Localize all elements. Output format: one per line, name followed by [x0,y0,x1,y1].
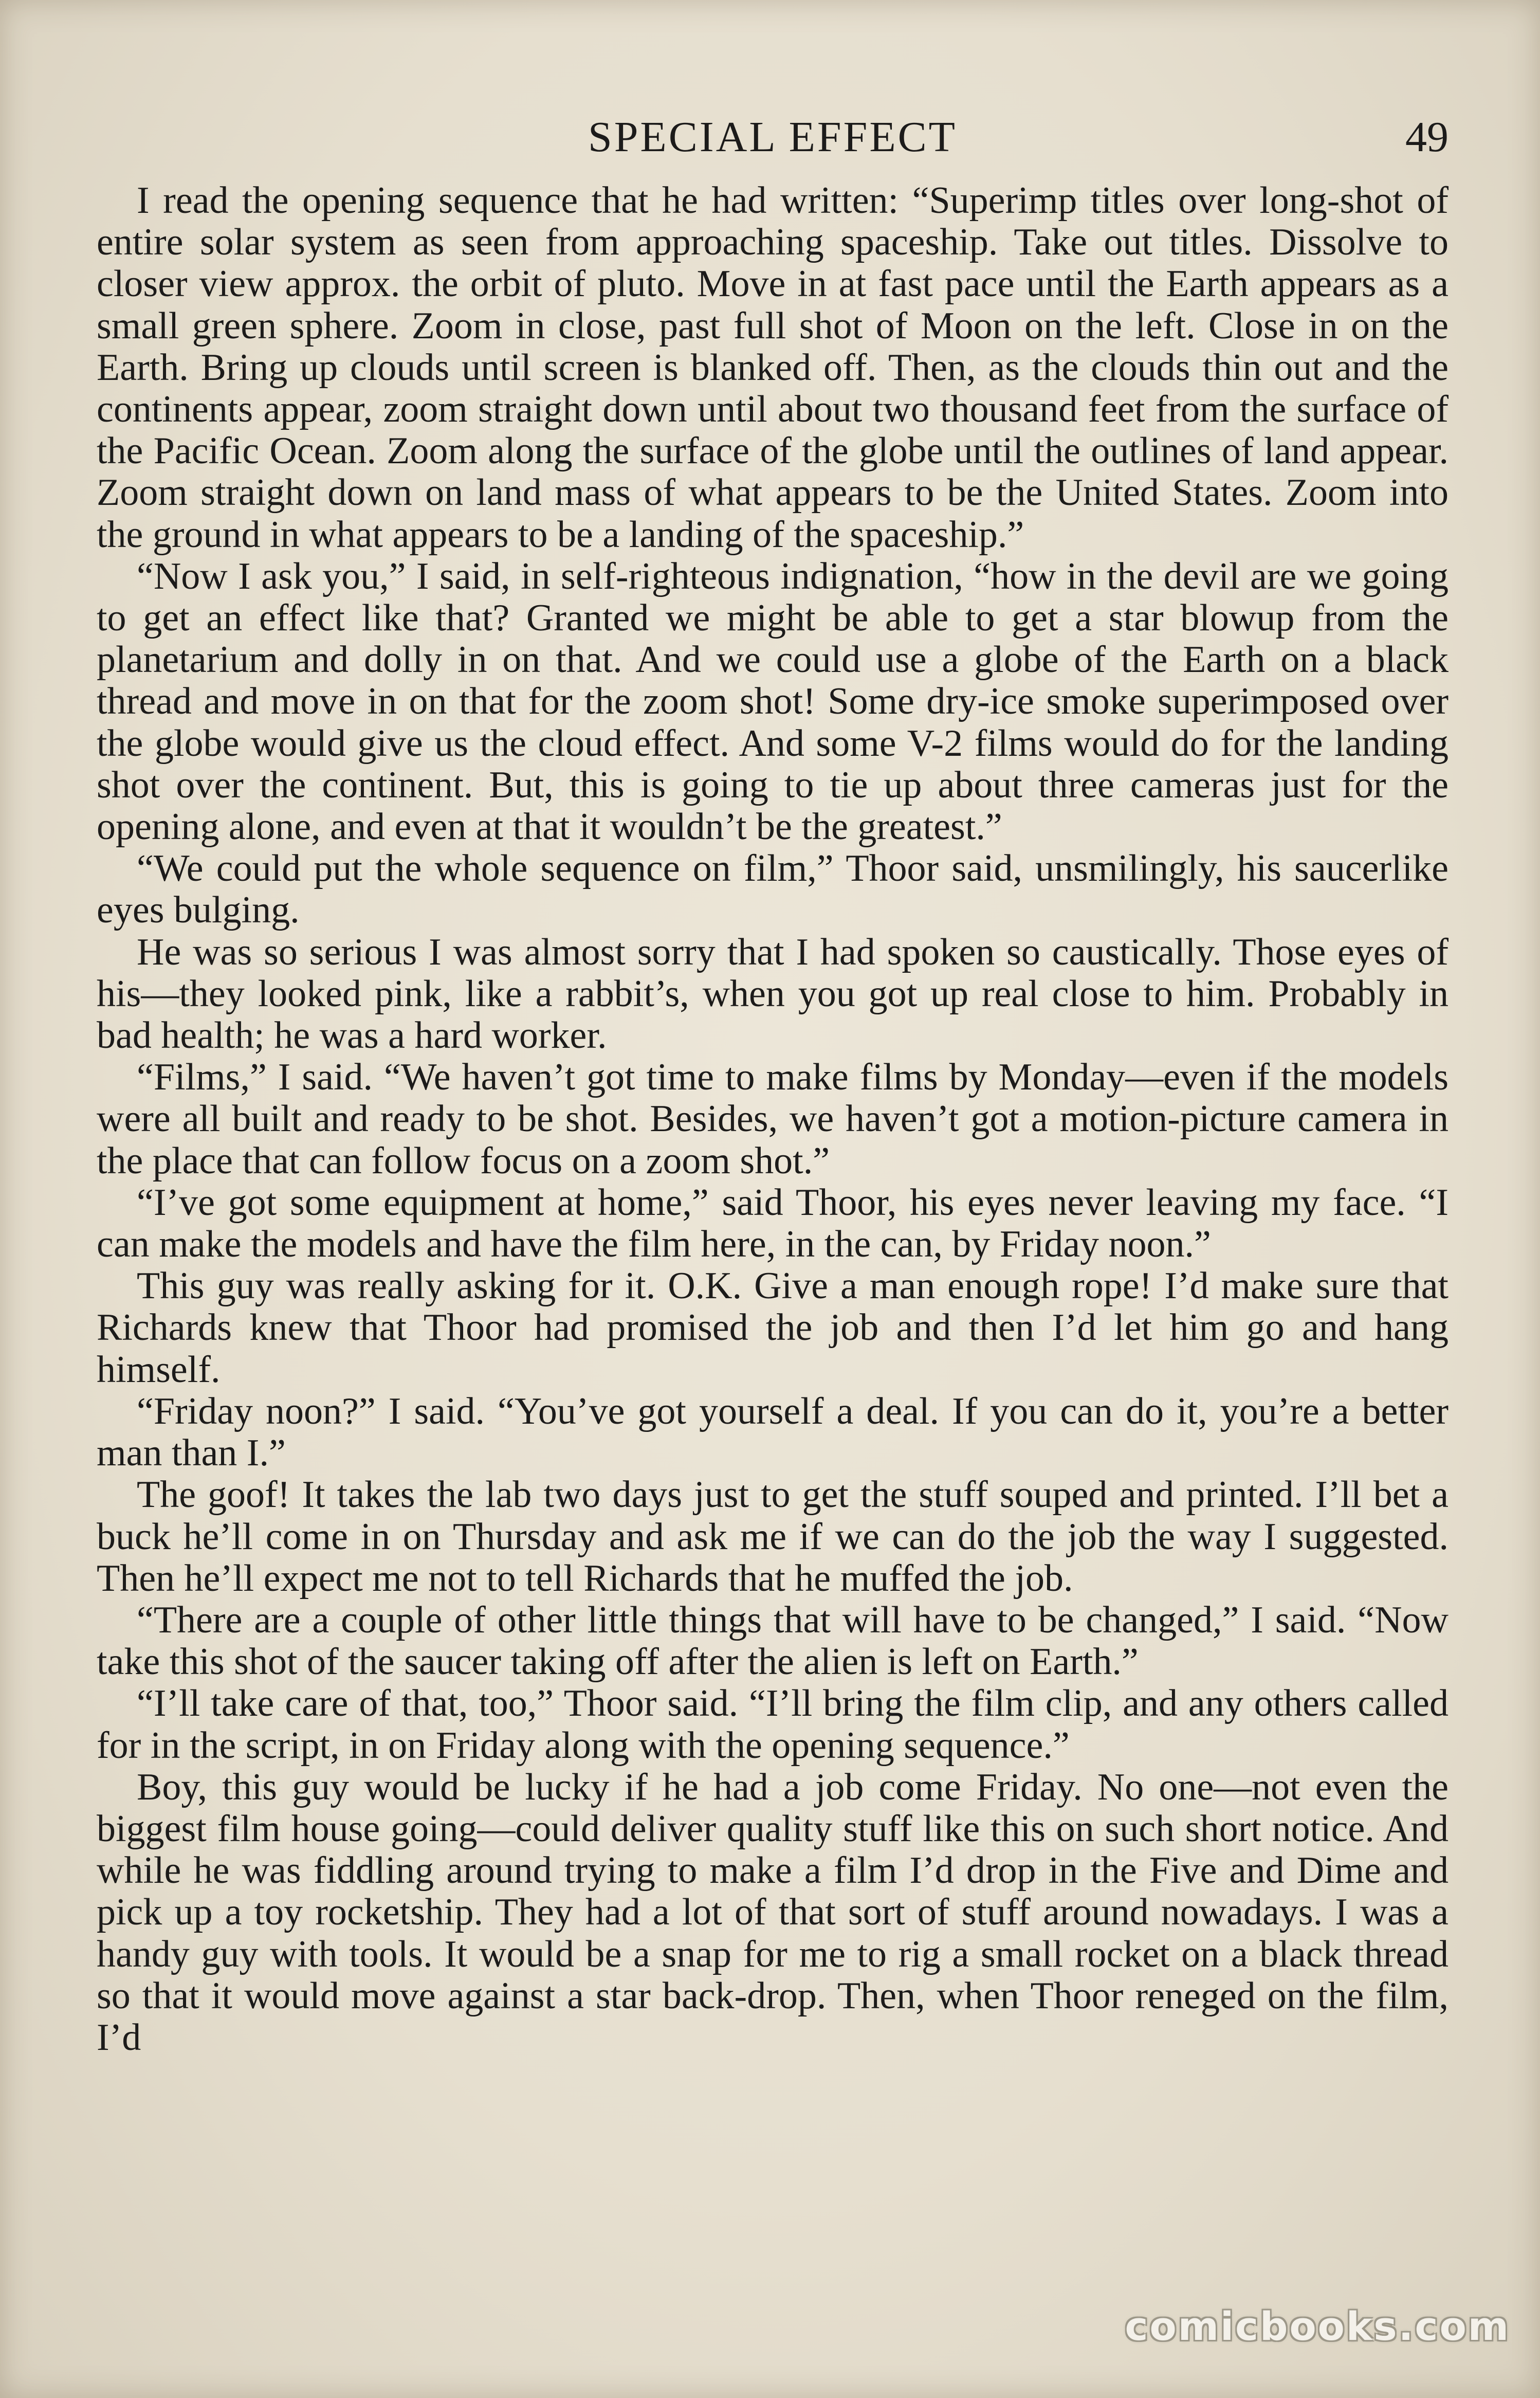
body-text [97,180,1449,2059]
paragraph: “We could put the whole sequence on film,” Thoor said, unsmilingly, his saucerlike eyes bulging. [97,847,1449,932]
paragraph: “There are a couple of other little things that will have to be changed,” I said. “Now take this shot of the saucer taking off after the alien is left on Earth.” [97,1598,1449,1683]
paragraph: “I’ve got some equipment at home,” said Thoor, his eyes never leaving my face. “I can make the models and have the film here, in the can, by Friday noon.” [97,1181,1449,1266]
watermark: comicbooks.com [1125,2303,1510,2349]
paragraph: Boy, this guy would be lucky if he had a job come Friday. No one—not even the biggest film house going—could deliver quality stuff like this on such short notice. And while he was fiddling around trying to make a film I’d drop in the Five and Dime and pick up a toy rocketship. They had a lot of that sort of stuff around nowadays. I was a handy guy with tools. It would be a snap for me to rig a small rocket on a black thread so that it would move against a star back-drop. Then, when Thoor reneged on the film, I’d [97,1766,1449,2059]
running-head [97,109,1449,166]
paragraph: “Now I ask you,” I said, in self-righteous indignation, “how in the devil are we going to get an effect like that? Granted we might be able to get a star blowup from the planetarium and dolly in on that. And we could use a globe of the Earth on a black thread and move in on that for the zoom shot! Some dry-ice smoke superimposed over the globe would give us the cloud effect. And some V-2 films would do for the landing shot over the continent. But, this is going to tie up about three cameras just for the opening alone, and even at that it wouldn’t be the greatest.” [97,555,1449,848]
paragraph: This guy was really asking for it. O.K. Give a man enough rope! I’d make sure that Richards knew that Thoor had promised the job and then I’d let him go and hang himself. [97,1265,1449,1391]
paragraph: “I’ll take care of that, too,” Thoor said. “I’ll bring the film clip, and any others called for in the script, in on Friday along with the opening sequence.” [97,1682,1449,1767]
page-number: 49 [1405,113,1449,161]
paragraph: He was so serious I was almost sorry that I had spoken so caustically. Those eyes of his—they looked pink, like a rabbit’s, when you got up real close to him. Probably in bad health; he was a hard worker. [97,931,1449,1057]
paragraph: I read the opening sequence that he had written: “Superimp titles over long-shot of entire solar system as seen from approaching spaceship. Take out titles. Dissolve to closer view approx. the orbit of pluto. Move in at fast pace until the Earth appears as a small green sphere. Zoom in close, past full shot of Moon on the left. Close in on the Earth. Bring up clouds until screen is blanked off. Then, as the clouds thin out and the continents appear, zoom straight down until about two thousand feet from the surface of the Pacific Ocean. Zoom along the surface of the globe until the outlines of land appear. Zoom straight down on land mass of what appears to be the United States. Zoom into the ground in what appears to be a landing of the spaceship.” [97,179,1449,556]
paragraph: “Films,” I said. “We haven’t got time to make films by Monday—even if the models were all built and ready to be shot. Besides, we haven’t got a motion-picture camera in the place that can follow focus on a zoom shot.” [97,1056,1449,1182]
running-title: SPECIAL EFFECT [588,113,957,161]
paragraph: The goof! It takes the lab two days just to get the stuff souped and printed. I’ll bet a buck he’ll come in on Thursday and ask me if we can do the job the way I suggested. Then he’ll expect me not to tell Richards that he muffed the job. [97,1474,1449,1600]
paragraph: “Friday noon?” I said. “You’ve got yourself a deal. If you can do it, you’re a better man than I.” [97,1390,1449,1475]
